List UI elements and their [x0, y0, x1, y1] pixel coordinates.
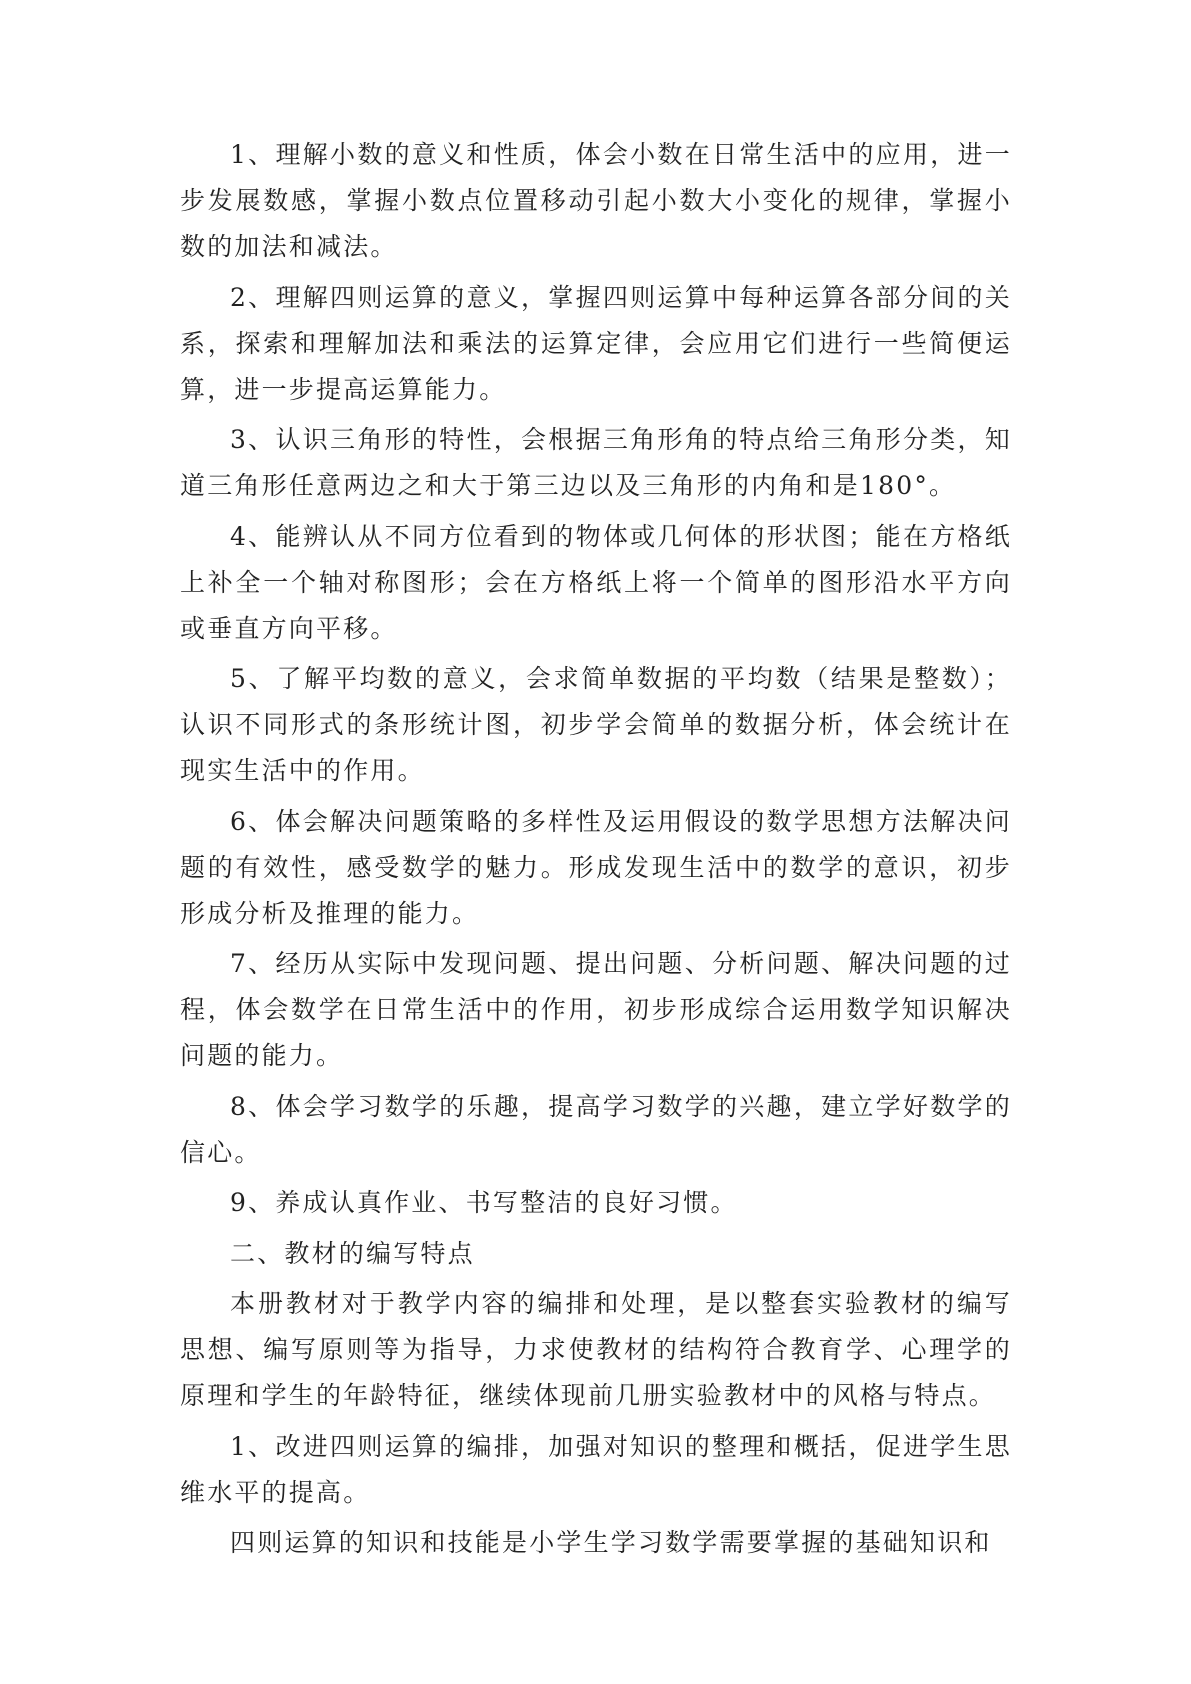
- paragraph-feature-1: 1、改进四则运算的编排，加强对知识的整理和概括，促进学生思维水平的提高。: [180, 1431, 1012, 1507]
- paragraph-goal-7: 7、经历从实际中发现问题、提出问题、分析问题、解决问题的过程，体会数学在日常生活中的作用，初步形成综合运用数学知识解决问题的能力。: [180, 949, 1012, 1070]
- paragraph-goal-4: 4、能辨认从不同方位看到的物体或几何体的形状图；能在方格纸上补全一个轴对称图形；会在方格纸上将一个简单的图形沿水平方向或垂直方向平移。: [180, 521, 1012, 643]
- paragraph-goal-6: 6、体会解决问题策略的多样性及运用假设的数学思想方法解决问题的有效性，感受数学的魅力。形成发现生活中的数学的意识，初步形成分析及推理的能力。: [180, 806, 1012, 928]
- paragraph-goal-2: 2、理解四则运算的意义，掌握四则运算中每种运算各部分间的关系，探索和理解加法和乘法的运算定律，会应用它们进行一些简便运算，进一步提高运算能力。: [180, 282, 1012, 404]
- paragraph-goal-3: 3、认识三角形的特性，会根据三角形角的特点给三角形分类，知道三角形任意两边之和大于第三边以及三角形的内角和是180°。: [180, 425, 1012, 500]
- paragraph-goal-8: 8、体会学习数学的乐趣，提高学习数学的兴趣，建立学好数学的信心。: [180, 1091, 1012, 1167]
- document-body: [180, 132, 1012, 1571]
- section-heading: 二、教材的编写特点: [230, 1238, 475, 1268]
- paragraph-goal-1: 1、理解小数的意义和性质，体会小数在日常生活中的应用，进一步发展数感，掌握小数点位置移动引起小数大小变化的规律，掌握小数的加法和减法。: [180, 140, 1012, 261]
- paragraph-goal-5: 5、了解平均数的意义，会求简单数据的平均数（结果是整数）；认识不同形式的条形统计图，初步学会简单的数据分析，体会统计在现实生活中的作用。: [180, 664, 1012, 785]
- paragraph-intro: 本册教材对于教学内容的编排和处理，是以整套实验教材的编写思想、编写原则等为指导，力求使教材的结构符合教育学、心理学的原理和学生的年龄特征，继续体现前几册实验教材中的风格与特点。: [180, 1289, 1012, 1410]
- paragraph-continued: 四则运算的知识和技能是小学生学习数学需要掌握的基础知识和: [230, 1528, 992, 1557]
- paragraph-goal-9: 9、养成认真作业、书写整洁的良好习惯。: [230, 1188, 738, 1217]
